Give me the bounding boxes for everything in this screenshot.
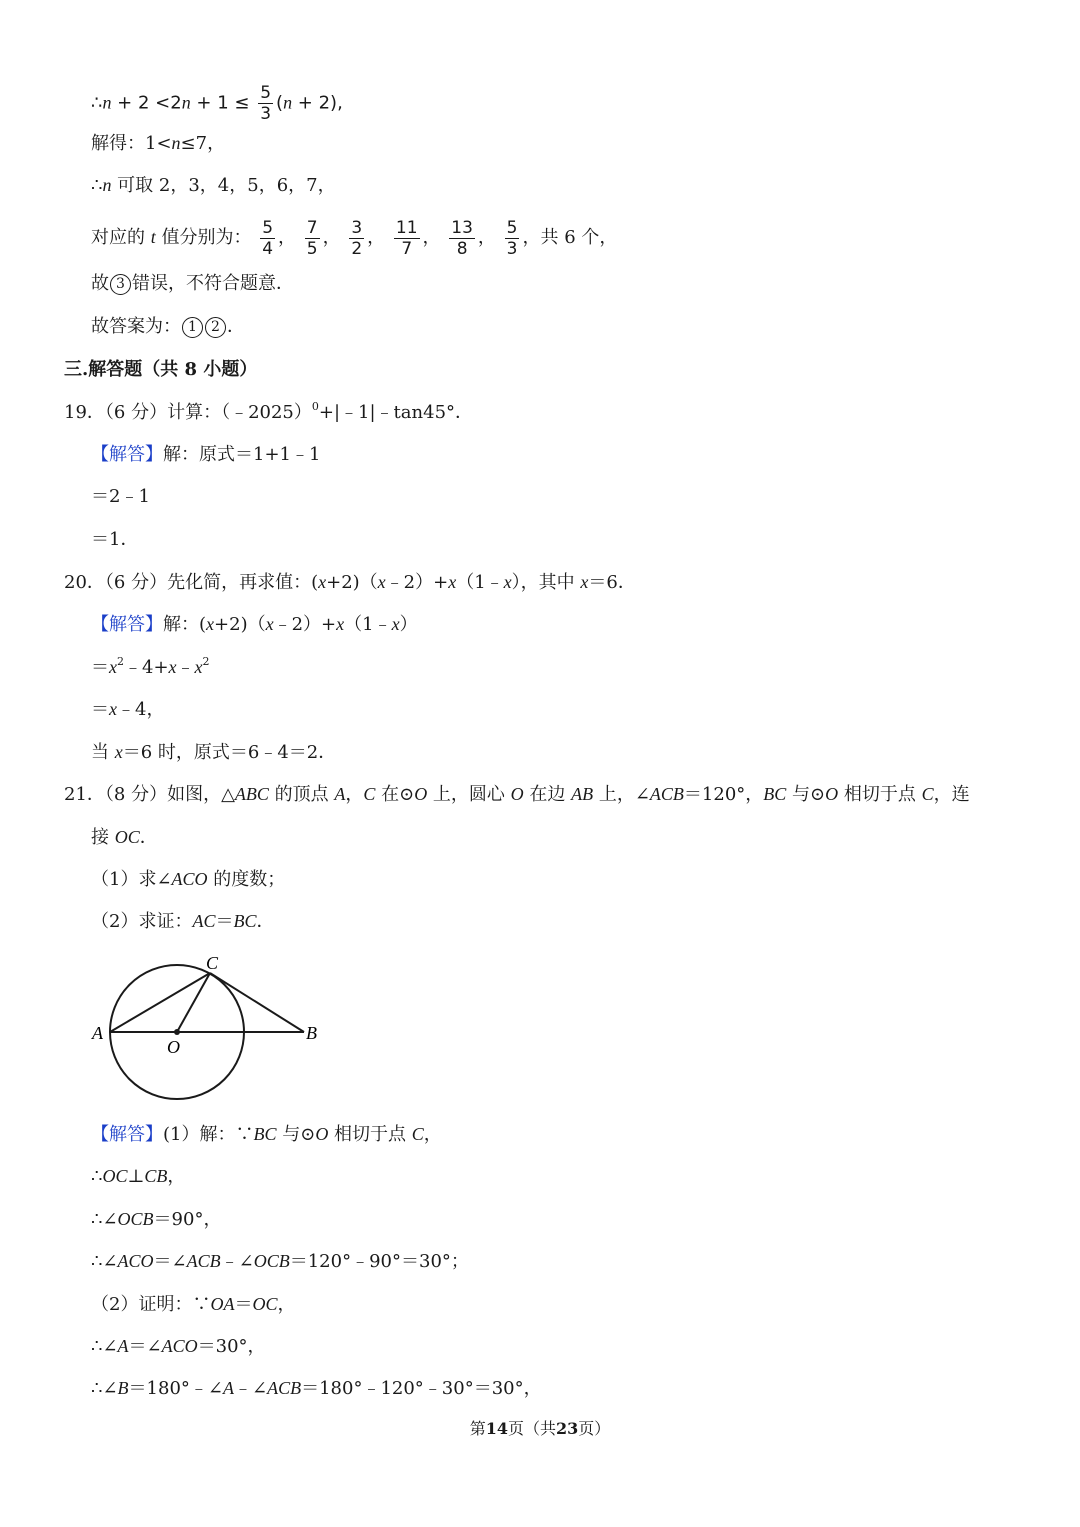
conclusion-3-line: 故 3 错误，不符合题意． xyxy=(91,273,294,294)
answer-tag: 【解答】 xyxy=(91,1124,163,1145)
fraction-t5: $\frac{13}{8}$ xyxy=(451,217,473,259)
fraction-t3: $\frac{3}{2}$ xyxy=(351,217,363,259)
n-values-line: ∴n 可取 2，3，4，5，6，7， xyxy=(91,175,336,196)
q19-step: ＝2﹣1 xyxy=(91,486,150,507)
circled-3: 3 xyxy=(110,274,131,295)
q19-title: 19．（6 分）计算：（﹣2025）$^0$+|﹣1|﹣tan45°． xyxy=(64,400,474,423)
q20-answer: 【解答】解：(x+2)（x﹣2）+x（1﹣x） xyxy=(91,614,418,635)
section-heading: 三.解答题（共 8 小题） xyxy=(64,359,258,380)
label-b: B xyxy=(306,1023,317,1043)
q21-step: ∴∠ACO＝∠ACB﹣∠OCB＝120°﹣90°＝30°； xyxy=(91,1251,469,1272)
segment-bc xyxy=(210,973,304,1032)
fraction-t4: $\frac{11}{7}$ xyxy=(395,217,418,259)
q21-title-cont: 接 OC． xyxy=(91,827,158,848)
q20-step: $=x^2﹣4+x﹣x^2$ xyxy=(91,655,210,678)
q20-step: 当 x＝6 时，原式＝6﹣4＝2． xyxy=(91,742,337,763)
label-o: O xyxy=(167,1037,180,1057)
answer-line: 故答案为： 1 2 ． xyxy=(91,316,245,337)
q20-step: ＝x﹣4， xyxy=(91,699,165,720)
center-point xyxy=(174,1029,180,1035)
solve-line: 解得：1<n≤7， xyxy=(91,133,226,154)
t-values-line: 对应的 t 值分别为： $\frac{5}{4}$ ， $\frac{7}{5}$ ， $\frac{3}{2}$ ， $\frac{11}{7}$ ， $\frac{13}{8}$ ， $\frac{5}{3}$ ，共 6 个， xyxy=(91,217,618,259)
q21-step: ∴∠OCB＝90°， xyxy=(91,1209,222,1230)
answer-tag: 【解答】 xyxy=(91,444,163,465)
circled-2: 2 xyxy=(205,317,226,338)
q21-title: 21．（8 分）如图，△ABC 的顶点 A，C 在⊙O 上，圆心 O 在边 AB 上，∠ACB＝120°，BC 与⊙O 相切于点 C，连 xyxy=(64,784,970,805)
q21-step: ∴∠A＝∠ACO＝30°， xyxy=(91,1336,266,1357)
inequality-line: ∴n + 2 <2n + 1 ≤ $\frac{5}{3}$ (n + 2), xyxy=(91,83,343,124)
q21-step: ∴OC⊥CB， xyxy=(91,1166,186,1187)
q21-sub1: （1）求∠ACO 的度数； xyxy=(91,869,286,890)
segment-ac xyxy=(110,973,210,1032)
q19-step: ＝1． xyxy=(91,529,139,550)
q21-step: （2）证明：∵OA＝OC， xyxy=(91,1294,296,1315)
fraction-5-3: $\frac{5}{3}$ xyxy=(260,83,272,124)
q21-step: ∴∠B＝180°﹣∠A﹣∠ACB＝180°﹣120°﹣30°＝30°， xyxy=(91,1378,542,1399)
page-footer: 第14页（共23页） xyxy=(469,1419,611,1438)
q21-answer: 【解答】(1）解：∵BC 与⊙O 相切于点 C， xyxy=(91,1124,442,1145)
label-a: A xyxy=(92,1023,103,1043)
fraction-t1: $\frac{5}{4}$ xyxy=(262,217,274,259)
geometry-figure xyxy=(90,950,330,1102)
label-c: C xyxy=(206,953,219,973)
circled-1: 1 xyxy=(182,317,203,338)
answer-tag: 【解答】 xyxy=(91,614,163,635)
q19-answer: 【解答】解：原式＝1+1﹣1 xyxy=(91,444,321,465)
fraction-t6: $\frac{5}{3}$ xyxy=(506,217,518,259)
q20-title: 20．（6 分）先化简，再求值：(x+2)（x﹣2）+x（1﹣x），其中 x＝6． xyxy=(64,572,636,593)
fraction-t2: $\frac{7}{5}$ xyxy=(306,217,318,259)
q21-sub2: （2）求证：AC＝BC． xyxy=(91,911,275,932)
